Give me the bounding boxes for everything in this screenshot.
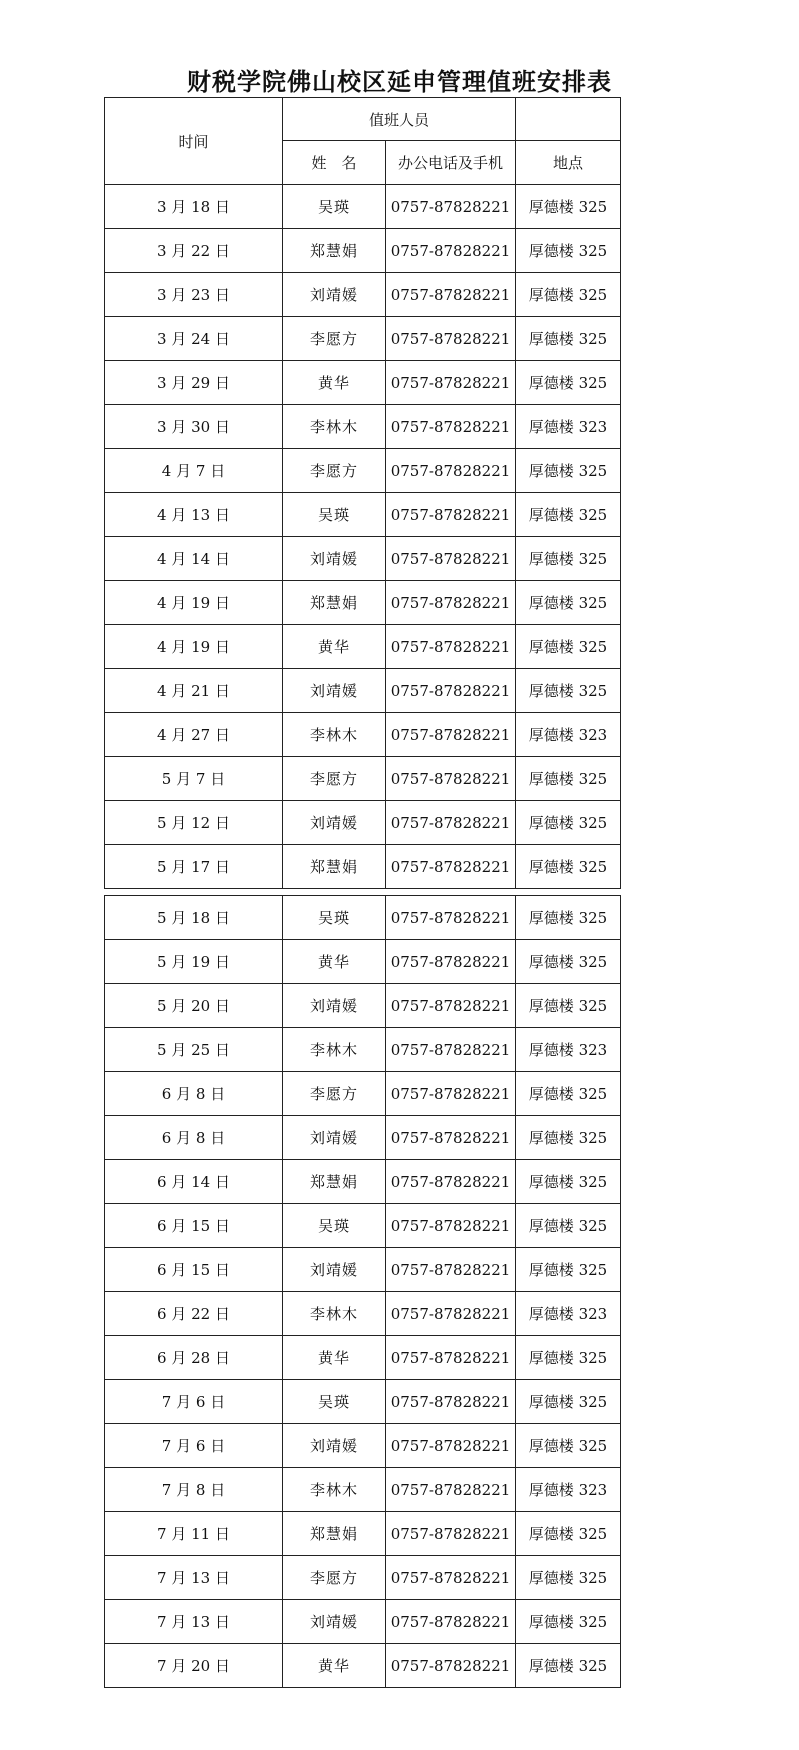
table-row — [105, 625, 621, 669]
name-cell: 郑慧娟 — [283, 845, 386, 889]
table-body-part-1 — [105, 185, 621, 889]
header-name: 姓 名 — [283, 141, 386, 185]
table-row — [105, 1468, 621, 1512]
place-cell: 厚德楼 325 — [516, 896, 621, 940]
phone-cell: 0757-87828221 — [386, 1468, 516, 1512]
table-row — [105, 1512, 621, 1556]
phone-cell: 0757-87828221 — [386, 317, 516, 361]
place-cell: 厚德楼 325 — [516, 317, 621, 361]
phone-cell: 0757-87828221 — [386, 1336, 516, 1380]
date-cell: 6 月 22 日 — [105, 1292, 283, 1336]
name-cell: 李林木 — [283, 713, 386, 757]
place-cell: 厚德楼 323 — [516, 1468, 621, 1512]
place-cell: 厚德楼 325 — [516, 449, 621, 493]
place-cell: 厚德楼 325 — [516, 757, 621, 801]
date-cell: 5 月 20 日 — [105, 984, 283, 1028]
place-cell: 厚德楼 325 — [516, 537, 621, 581]
place-cell: 厚德楼 325 — [516, 1644, 621, 1688]
place-cell: 厚德楼 325 — [516, 1424, 621, 1468]
date-cell: 7 月 11 日 — [105, 1512, 283, 1556]
table-row — [105, 1556, 621, 1600]
date-cell: 4 月 19 日 — [105, 581, 283, 625]
phone-cell: 0757-87828221 — [386, 896, 516, 940]
table-row — [105, 896, 621, 940]
date-cell: 6 月 15 日 — [105, 1204, 283, 1248]
phone-cell: 0757-87828221 — [386, 713, 516, 757]
date-cell: 3 月 18 日 — [105, 185, 283, 229]
phone-cell: 0757-87828221 — [386, 984, 516, 1028]
place-cell: 厚德楼 325 — [516, 1556, 621, 1600]
name-cell: 刘靖媛 — [283, 1116, 386, 1160]
date-cell: 6 月 14 日 — [105, 1160, 283, 1204]
place-cell: 厚德楼 325 — [516, 625, 621, 669]
place-cell: 厚德楼 323 — [516, 1292, 621, 1336]
date-cell: 5 月 17 日 — [105, 845, 283, 889]
table-row — [105, 317, 621, 361]
header-time: 时间 — [105, 98, 283, 185]
place-cell: 厚德楼 325 — [516, 1248, 621, 1292]
phone-cell: 0757-87828221 — [386, 229, 516, 273]
name-cell: 郑慧娟 — [283, 229, 386, 273]
place-cell: 厚德楼 325 — [516, 361, 621, 405]
header-blank-cell — [516, 98, 621, 141]
phone-cell: 0757-87828221 — [386, 1644, 516, 1688]
name-cell: 郑慧娟 — [283, 1160, 386, 1204]
name-cell: 李愿方 — [283, 1556, 386, 1600]
place-cell: 厚德楼 325 — [516, 581, 621, 625]
phone-cell: 0757-87828221 — [386, 801, 516, 845]
place-cell: 厚德楼 323 — [516, 713, 621, 757]
table-row — [105, 669, 621, 713]
phone-cell: 0757-87828221 — [386, 273, 516, 317]
phone-cell: 0757-87828221 — [386, 493, 516, 537]
table-row — [105, 1600, 621, 1644]
duty-schedule-table-part-1 — [104, 97, 621, 889]
name-cell: 刘靖媛 — [283, 537, 386, 581]
date-cell: 4 月 13 日 — [105, 493, 283, 537]
table-row — [105, 757, 621, 801]
header-place: 地点 — [516, 141, 621, 185]
place-cell: 厚德楼 325 — [516, 229, 621, 273]
date-cell: 5 月 12 日 — [105, 801, 283, 845]
date-cell: 5 月 25 日 — [105, 1028, 283, 1072]
place-cell: 厚德楼 325 — [516, 801, 621, 845]
name-cell: 黄华 — [283, 1644, 386, 1688]
table-row — [105, 229, 621, 273]
name-cell: 郑慧娟 — [283, 581, 386, 625]
date-cell: 6 月 15 日 — [105, 1248, 283, 1292]
name-cell: 李愿方 — [283, 1072, 386, 1116]
place-cell: 厚德楼 325 — [516, 1512, 621, 1556]
phone-cell: 0757-87828221 — [386, 405, 516, 449]
name-cell: 郑慧娟 — [283, 1512, 386, 1556]
date-cell: 7 月 20 日 — [105, 1644, 283, 1688]
date-cell: 6 月 28 日 — [105, 1336, 283, 1380]
table-row — [105, 185, 621, 229]
place-cell: 厚德楼 325 — [516, 1116, 621, 1160]
date-cell: 4 月 7 日 — [105, 449, 283, 493]
phone-cell: 0757-87828221 — [386, 1204, 516, 1248]
phone-cell: 0757-87828221 — [386, 1600, 516, 1644]
date-cell: 3 月 30 日 — [105, 405, 283, 449]
place-cell: 厚德楼 325 — [516, 1380, 621, 1424]
date-cell: 7 月 6 日 — [105, 1380, 283, 1424]
place-cell: 厚德楼 325 — [516, 1204, 621, 1248]
table-row — [105, 1292, 621, 1336]
date-cell: 7 月 8 日 — [105, 1468, 283, 1512]
phone-cell: 0757-87828221 — [386, 1072, 516, 1116]
table-row — [105, 1028, 621, 1072]
name-cell: 李林木 — [283, 1292, 386, 1336]
phone-cell: 0757-87828221 — [386, 361, 516, 405]
table-row — [105, 1160, 621, 1204]
phone-cell: 0757-87828221 — [386, 1028, 516, 1072]
name-cell: 黄华 — [283, 625, 386, 669]
name-cell: 黄华 — [283, 1336, 386, 1380]
phone-cell: 0757-87828221 — [386, 1116, 516, 1160]
place-cell: 厚德楼 325 — [516, 984, 621, 1028]
name-cell: 吴瑛 — [283, 185, 386, 229]
place-cell: 厚德楼 323 — [516, 405, 621, 449]
phone-cell: 0757-87828221 — [386, 185, 516, 229]
phone-cell: 0757-87828221 — [386, 669, 516, 713]
name-cell: 刘靖媛 — [283, 1424, 386, 1468]
table-row — [105, 273, 621, 317]
date-cell: 3 月 29 日 — [105, 361, 283, 405]
date-cell: 4 月 14 日 — [105, 537, 283, 581]
date-cell: 6 月 8 日 — [105, 1116, 283, 1160]
phone-cell: 0757-87828221 — [386, 537, 516, 581]
date-cell: 5 月 18 日 — [105, 896, 283, 940]
header-staff-group: 值班人员 — [283, 98, 516, 141]
table-row — [105, 405, 621, 449]
name-cell: 刘靖媛 — [283, 1248, 386, 1292]
table-row — [105, 940, 621, 984]
table-row — [105, 1380, 621, 1424]
name-cell: 李愿方 — [283, 317, 386, 361]
place-cell: 厚德楼 325 — [516, 1600, 621, 1644]
table-row — [105, 449, 621, 493]
name-cell: 李林木 — [283, 405, 386, 449]
phone-cell: 0757-87828221 — [386, 845, 516, 889]
name-cell: 吴瑛 — [283, 493, 386, 537]
phone-cell: 0757-87828221 — [386, 581, 516, 625]
date-cell: 7 月 13 日 — [105, 1556, 283, 1600]
table-row — [105, 1644, 621, 1688]
table-row — [105, 361, 621, 405]
phone-cell: 0757-87828221 — [386, 1512, 516, 1556]
place-cell: 厚德楼 325 — [516, 493, 621, 537]
phone-cell: 0757-87828221 — [386, 1160, 516, 1204]
name-cell: 李愿方 — [283, 449, 386, 493]
date-cell: 4 月 21 日 — [105, 669, 283, 713]
table-row — [105, 984, 621, 1028]
date-cell: 5 月 19 日 — [105, 940, 283, 984]
place-cell: 厚德楼 325 — [516, 1072, 621, 1116]
name-cell: 李林木 — [283, 1468, 386, 1512]
header-phone: 办公电话及手机 — [386, 141, 516, 185]
name-cell: 刘靖媛 — [283, 1600, 386, 1644]
table-row — [105, 493, 621, 537]
name-cell: 刘靖媛 — [283, 801, 386, 845]
phone-cell: 0757-87828221 — [386, 449, 516, 493]
date-cell: 7 月 6 日 — [105, 1424, 283, 1468]
table-row — [105, 713, 621, 757]
place-cell: 厚德楼 325 — [516, 669, 621, 713]
table-row — [105, 581, 621, 625]
name-cell: 刘靖媛 — [283, 273, 386, 317]
table-row — [105, 537, 621, 581]
date-cell: 4 月 27 日 — [105, 713, 283, 757]
date-cell: 7 月 13 日 — [105, 1600, 283, 1644]
duty-schedule-table-part-2 — [104, 895, 621, 1688]
name-cell: 黄华 — [283, 361, 386, 405]
place-cell: 厚德楼 325 — [516, 185, 621, 229]
date-cell: 5 月 7 日 — [105, 757, 283, 801]
table-row — [105, 1248, 621, 1292]
name-cell: 刘靖媛 — [283, 984, 386, 1028]
phone-cell: 0757-87828221 — [386, 1292, 516, 1336]
phone-cell: 0757-87828221 — [386, 1424, 516, 1468]
table-row — [105, 1204, 621, 1248]
place-cell: 厚德楼 325 — [516, 940, 621, 984]
place-cell: 厚德楼 323 — [516, 1028, 621, 1072]
phone-cell: 0757-87828221 — [386, 1248, 516, 1292]
table-body-part-2 — [105, 896, 621, 1688]
name-cell: 吴瑛 — [283, 1204, 386, 1248]
table-row — [105, 1424, 621, 1468]
place-cell: 厚德楼 325 — [516, 273, 621, 317]
place-cell: 厚德楼 325 — [516, 845, 621, 889]
table-row — [105, 801, 621, 845]
name-cell: 李林木 — [283, 1028, 386, 1072]
date-cell: 3 月 22 日 — [105, 229, 283, 273]
name-cell: 黄华 — [283, 940, 386, 984]
phone-cell: 0757-87828221 — [386, 757, 516, 801]
table-row — [105, 845, 621, 889]
phone-cell: 0757-87828221 — [386, 1380, 516, 1424]
name-cell: 刘靖媛 — [283, 669, 386, 713]
date-cell: 4 月 19 日 — [105, 625, 283, 669]
date-cell: 3 月 23 日 — [105, 273, 283, 317]
place-cell: 厚德楼 325 — [516, 1160, 621, 1204]
date-cell: 3 月 24 日 — [105, 317, 283, 361]
table-row — [105, 1072, 621, 1116]
name-cell: 李愿方 — [283, 757, 386, 801]
name-cell: 吴瑛 — [283, 1380, 386, 1424]
header-row-top — [105, 98, 621, 141]
table-row — [105, 1336, 621, 1380]
phone-cell: 0757-87828221 — [386, 625, 516, 669]
phone-cell: 0757-87828221 — [386, 1556, 516, 1600]
page-title: 财税学院佛山校区延申管理值班安排表 — [187, 67, 612, 96]
place-cell: 厚德楼 325 — [516, 1336, 621, 1380]
phone-cell: 0757-87828221 — [386, 940, 516, 984]
date-cell: 6 月 8 日 — [105, 1072, 283, 1116]
name-cell: 吴瑛 — [283, 896, 386, 940]
table-row — [105, 1116, 621, 1160]
